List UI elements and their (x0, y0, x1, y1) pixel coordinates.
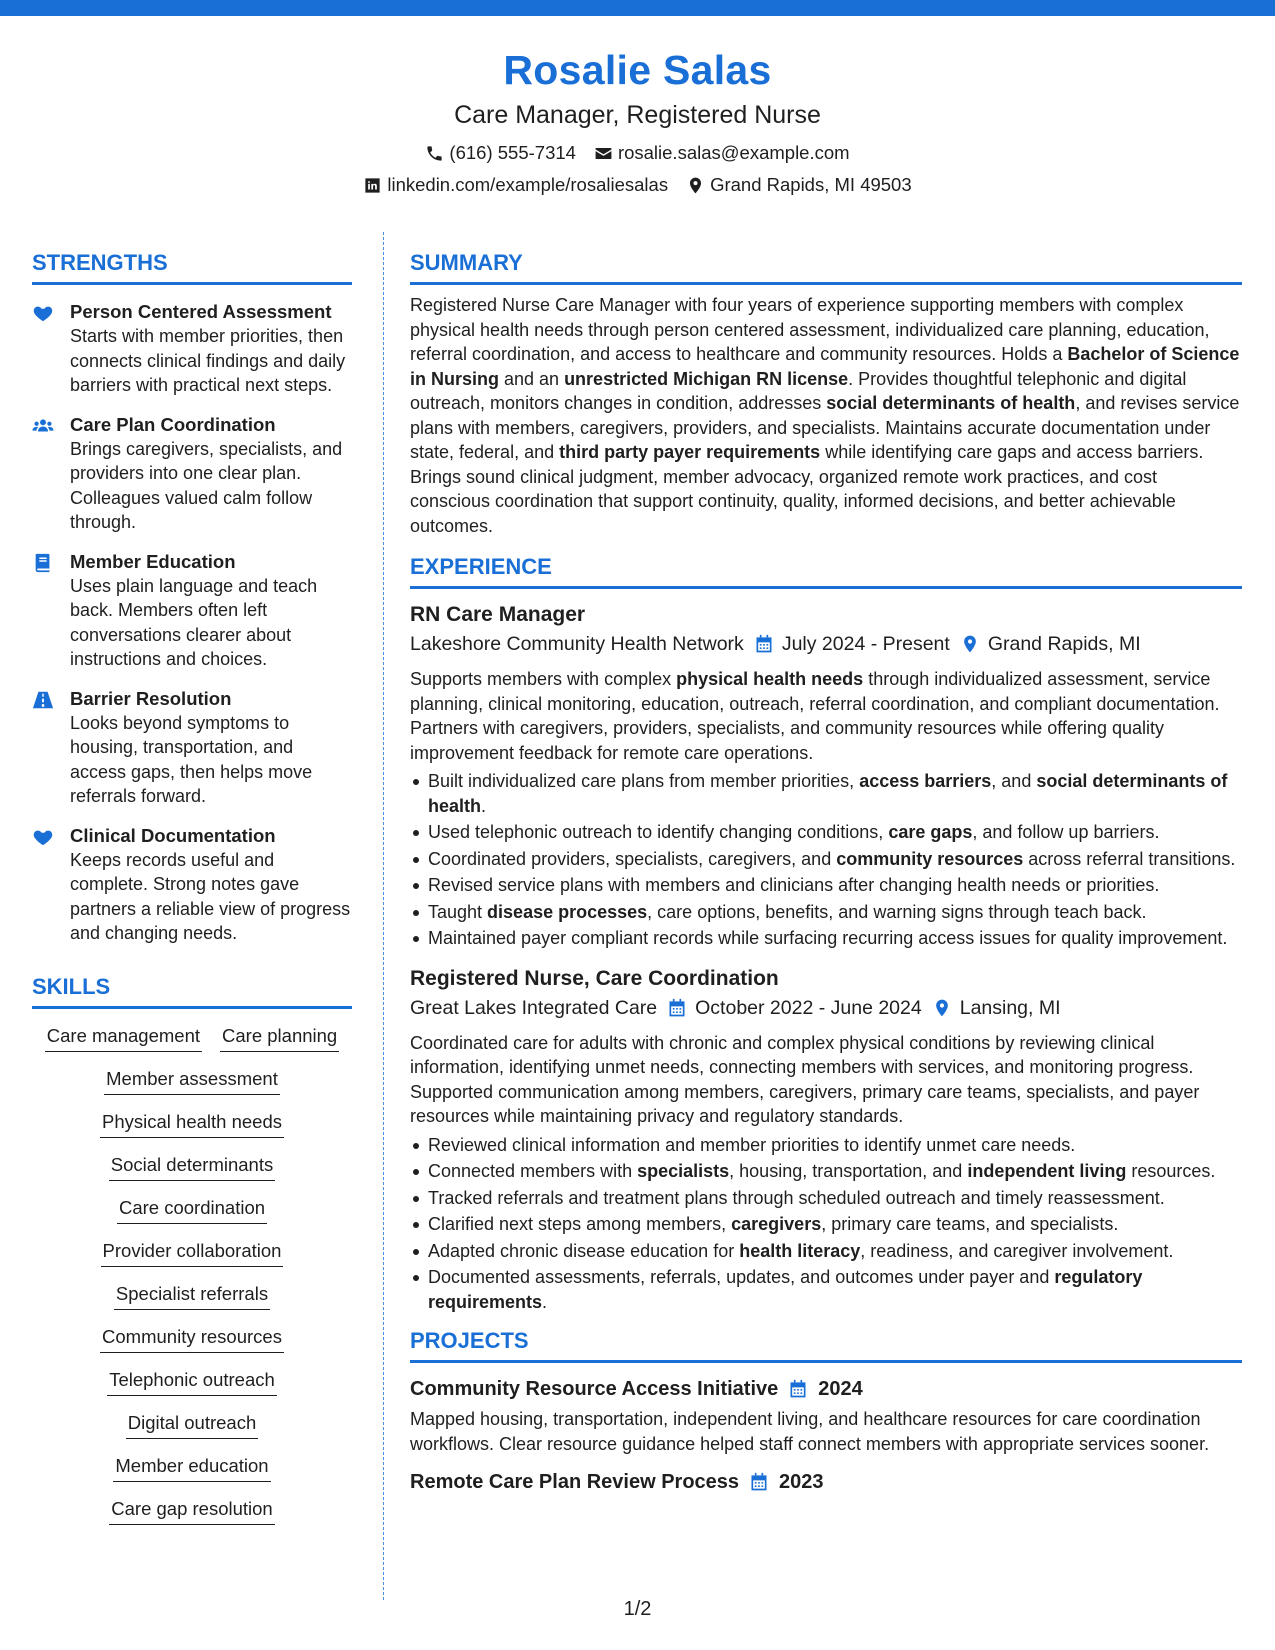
linkedin-text: linkedin.com/example/rosaliesalas (387, 174, 669, 195)
email-text: rosalie.salas@example.com (617, 142, 850, 163)
envelope-icon (594, 144, 613, 163)
bullet-item: Built individualized care plans from member priorities, access barriers, and social determinants of health. (410, 769, 1242, 818)
job-company: Great Lakes Integrated Care (410, 996, 658, 1019)
calendar-icon (749, 1472, 769, 1492)
skill-tag: Digital outreach (126, 1410, 259, 1439)
email-contact[interactable] (594, 138, 850, 168)
project-year: 2023 (779, 1471, 824, 1493)
job-dates: July 2024 - Present (754, 629, 950, 659)
skills-list (32, 1023, 352, 1525)
calendar-icon (667, 998, 687, 1018)
summary-heading: SUMMARY (410, 248, 1242, 285)
map-pin-icon (686, 176, 705, 195)
right-column (410, 248, 1242, 1496)
phone-icon (425, 144, 444, 163)
calendar-icon (754, 634, 774, 654)
phone-contact (425, 138, 576, 168)
bullet-item: Used telephonic outreach to identify changing conditions, care gaps, and follow up barriers. (410, 820, 1242, 845)
calendar-icon (788, 1379, 808, 1399)
column-divider (383, 232, 384, 1600)
job-dates: October 2022 - June 2024 (667, 993, 922, 1023)
project-title: Community Resource Access Initiative 2024 (410, 1375, 1242, 1403)
skill-tag: Physical health needs (100, 1109, 284, 1138)
strength-desc: Looks beyond symptoms to housing, transportation, and access gaps, then helps move referrals forward. (70, 712, 313, 806)
skill-tag: Care management (45, 1023, 202, 1052)
strength-desc: Starts with member priorities, then connects clinical findings and daily barriers with practical next steps. (70, 326, 346, 395)
strength-item (32, 412, 352, 535)
strength-title: Care Plan Coordination (70, 413, 276, 435)
bullet-item: Adapted chronic disease education for health literacy, readiness, and caregiver involvement. (410, 1239, 1242, 1264)
job-intro: Coordinated care for adults with chronic and complex physical conditions by reviewing clinical information, identifying unmet needs, connecting members with services, and monitoring progress. Supported communication among members, caregivers, primary care teams, specialists, and payer resources while maintaining privacy and regulatory standards. (410, 1032, 1200, 1126)
bullet-item: Documented assessments, referrals, updates, and outcomes under payer and regulatory requirements. (410, 1265, 1242, 1314)
strength-title: Member Education (70, 550, 236, 572)
skill-tag: Care coordination (117, 1195, 267, 1224)
strength-title: Person Centered Assessment (70, 301, 332, 322)
job-bullets (410, 1133, 1242, 1315)
job-meta (410, 629, 1242, 659)
resume-header (0, 44, 1275, 200)
contact-row-1 (0, 138, 1275, 168)
bullet-item: Reviewed clinical information and member priorities to identify unmet care needs. (410, 1133, 1242, 1158)
candidate-title: Care Manager, Registered Nurse (454, 101, 821, 129)
strength-desc: Brings caregivers, specialists, and providers into one clear plan. Colleagues valued calm follow through. (70, 438, 343, 532)
skill-tag: Provider collaboration (101, 1238, 284, 1267)
top-accent-bar (0, 0, 1275, 16)
skill-tag: Social determinants (109, 1152, 275, 1181)
phone-text: (616) 555-7314 (449, 142, 576, 163)
page-number: 1/2 (623, 1598, 652, 1620)
skills-heading: SKILLS (32, 972, 352, 1009)
job-intro: Supports members with complex physical health needs through individualized assessment, service planning, clinical monitoring, education, outreach, referral coordination, and compliant documentation. Partners with caregivers, providers, specialists, and community resources while offering quality improvement feedback for remote care operations. (410, 669, 1220, 763)
heart-icon (32, 826, 54, 848)
bullet-item: Maintained payer compliant records while surfacing recurring access issues for quality improvement. (410, 926, 1242, 951)
contact-row-2 (0, 170, 1275, 200)
users-icon (32, 415, 54, 437)
job-company: Lakeshore Community Health Network (410, 633, 744, 655)
strength-desc: Uses plain language and teach back. Members often left conversations clearer about instructions and choices. (70, 575, 318, 669)
skill-tag: Member education (113, 1453, 270, 1482)
linkedin-icon (363, 176, 382, 195)
projects-heading: PROJECTS (410, 1326, 1242, 1363)
bullet-item: Revised service plans with members and clinicians after changing health needs or priorities. (410, 873, 1242, 898)
skill-tag: Care gap resolution (109, 1496, 274, 1525)
left-column (32, 248, 352, 1525)
strength-item (32, 823, 352, 946)
book-icon (32, 552, 54, 574)
strength-desc: Keeps records useful and complete. Strong notes gave partners a reliable view of progress and changing needs. (70, 849, 351, 943)
experience-heading: EXPERIENCE (410, 552, 1242, 589)
map-pin-icon (960, 634, 980, 654)
linkedin-contact[interactable] (363, 170, 668, 200)
summary-text: Registered Nurse Care Manager with four years of experience supporting members with complex physical health needs through person centered assessment, individualized care planning, education, referral coordination, and access to healthcare and community resources. Holds a Bachelor of Science in Nursing and an unrestricted Michigan RN license. Provides thoughtful telephonic and digital outreach, monitors changes in condition, addresses social determinants of health, and revises service plans with members, caregivers, providers, and specialists. Maintains accurate documentation under state, federal, and third party payer requirements while identifying care gaps and access barriers. Brings sound clinical judgment, member advocacy, organized remote work practices, and cost conscious coordination that support continuity, quality, informed decisions, and better achievable outcomes. (410, 295, 1240, 536)
job-title: Registered Nurse, Care Coordination (410, 966, 779, 990)
skill-tag: Member assessment (104, 1066, 280, 1095)
bullet-item: Clarified next steps among members, caregivers, primary care teams, and specialists. (410, 1212, 1242, 1237)
skill-tag: Care planning (220, 1023, 339, 1052)
bullet-item: Coordinated providers, specialists, caregivers, and community resources across referral transitions. (410, 847, 1242, 872)
map-pin-icon (932, 998, 952, 1018)
bullet-item: Connected members with specialists, housing, transportation, and independent living resources. (410, 1159, 1242, 1184)
strengths-heading: STRENGTHS (32, 248, 352, 285)
job-location: Lansing, MI (932, 993, 1061, 1023)
project-desc: Mapped housing, transportation, independent living, and healthcare resources for care coordination workflows. Clear resource guidance helped staff connect members with appropriate services sooner. (410, 1409, 1210, 1454)
skill-tag: Telephonic outreach (107, 1367, 277, 1396)
road-icon (32, 689, 54, 711)
location-contact (686, 170, 912, 200)
strength-title: Barrier Resolution (70, 687, 232, 709)
heart-icon (32, 302, 54, 324)
location-text: Grand Rapids, MI 49503 (710, 174, 912, 195)
job-bullets (410, 769, 1242, 951)
bullet-item: Taught disease processes, care options, benefits, and warning signs through teach back. (410, 900, 1242, 925)
strength-item (32, 549, 352, 672)
job-location: Grand Rapids, MI (960, 629, 1141, 659)
skill-tag: Community resources (100, 1324, 284, 1353)
job-meta (410, 993, 1242, 1023)
strength-item (32, 299, 352, 398)
strength-title: Clinical Documentation (70, 824, 276, 846)
strength-item (32, 686, 352, 809)
candidate-name: Rosalie Salas (503, 47, 772, 93)
project-year: 2024 (818, 1378, 863, 1400)
bullet-item: Tracked referrals and treatment plans through scheduled outreach and timely reassessment. (410, 1186, 1242, 1211)
skill-tag: Specialist referrals (114, 1281, 270, 1310)
project-title: Remote Care Plan Review Process 2023 (410, 1468, 1242, 1496)
job-title: RN Care Manager (410, 603, 586, 626)
